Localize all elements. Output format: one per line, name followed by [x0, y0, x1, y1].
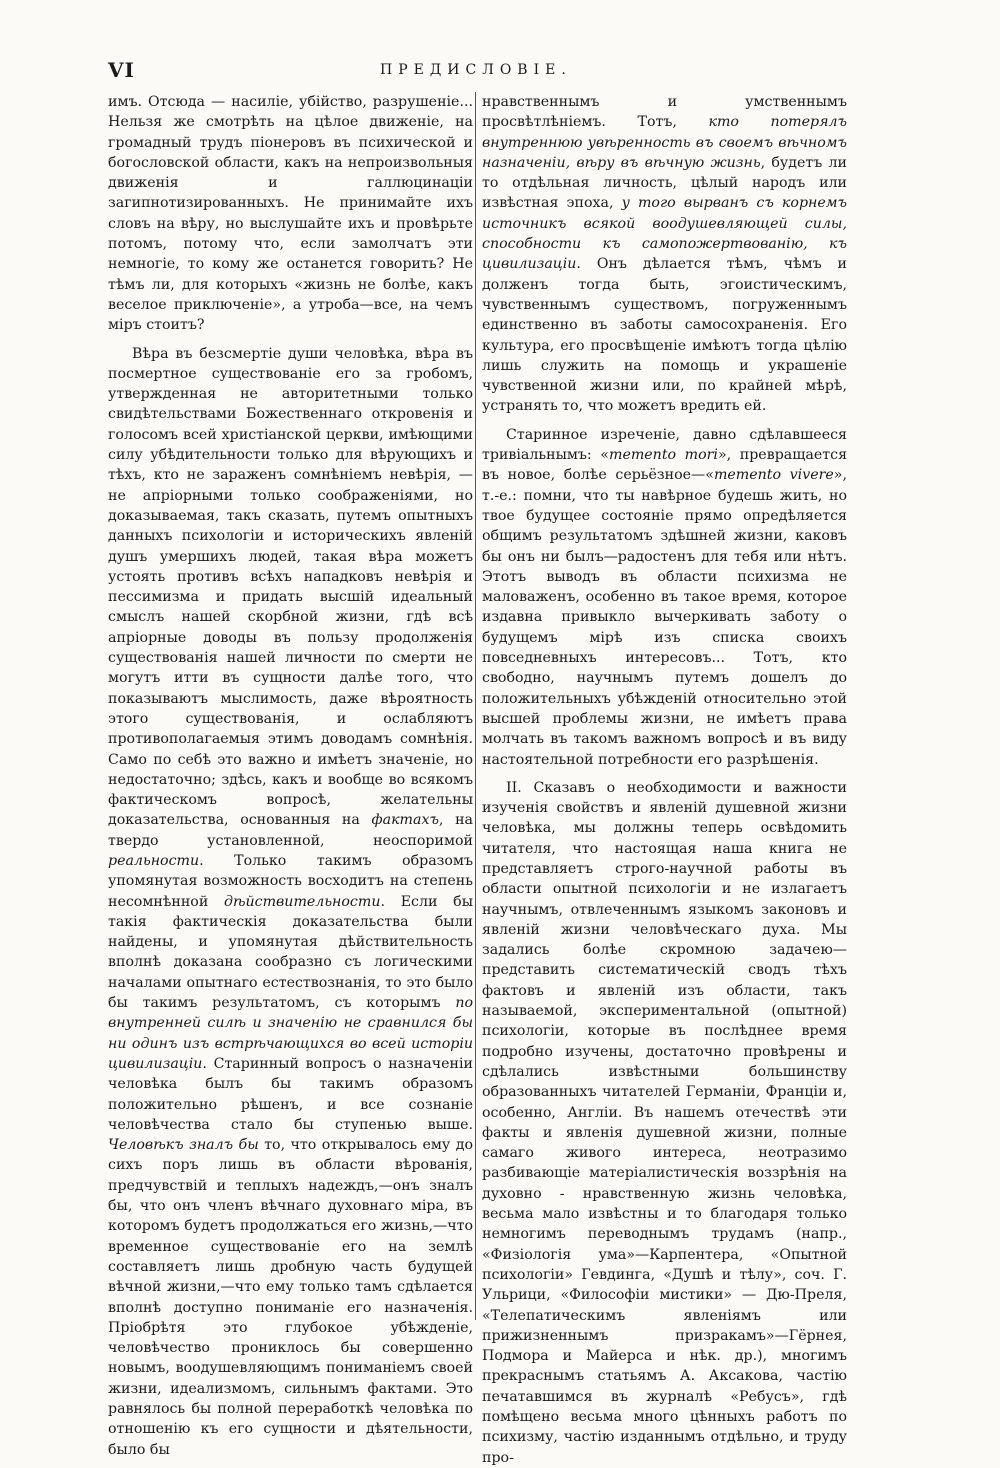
text-run: », превращается въ новое, болѣе серьёзное—«: [482, 447, 848, 484]
text-run: , будетъ ли то отдѣльная личность, цѣлый народъ или извѣстная эпоха,: [482, 154, 847, 212]
page-number: VI: [108, 58, 135, 82]
emphasis: по внутренней силѣ и значенію не сравнился бы ни одинъ изъ встрѣчающихся во всей исторіи цивилизаціи: [108, 995, 473, 1072]
emphasis: у того вырванъ съ корнемъ источникъ всякой воодушевляющей силы, способности къ самопожертвованію, къ цивилизаціи: [482, 195, 847, 273]
right-paragraph-2: [482, 425, 847, 770]
emphasis: Человѣкъ зналъ бы: [108, 1137, 259, 1154]
emphasis: memento mori: [608, 447, 718, 464]
column-divider: [475, 92, 476, 1320]
text-run: то, что открывалось ему до сихъ поръ лишь въ области вѣрованія, предчувствій и теплыхъ надеждъ,—онъ зналъ бы, что онъ членъ вѣчнаго духовнаго міра, въ которомъ будетъ продолжаться его жизнь,—что временное существованіе его на землѣ составляетъ лишь дробную часть будущей вѣчной жизни,—что ему только тамъ сдѣлается вполнѣ доступно пониманіе его назначенія. Пріобрѣтя это глубокое убѣжденіе, человѣчество прониклось бы совершенно новымъ, воодушевляющимъ пониманіемъ своей жизни, идеализмомъ, сильнымъ фактами. Это равнялось бы полной переработкѣ человѣка по отношенію къ его сущности и дѣятельности, было бы: [108, 1137, 473, 1458]
right-paragraph-1: [482, 92, 847, 417]
emphasis: memento vivere: [713, 467, 834, 484]
text-run: Старинное изреченіе, давно сдѣлавшееся тривіальнымъ: «: [482, 426, 847, 464]
emphasis: дѣйствительности: [224, 893, 381, 910]
right-paragraph-3: II. Сказавъ о необходимости и важности изученія свойствъ и явленій душевной жизни человѣка, мы должны теперь освѣдомить читателя, что настоящая наша книга не представляетъ строго-научной работы въ области опытной психологіи и не излагаетъ научнымъ, отвлеченнымъ языкомъ законовъ и явленій жизни человѣческаго духа. Мы задались болѣе скромною задачею—представить систематическій сводъ тѣхъ фактовъ и явленій изъ области, такъ называемой, экспериментальной (опытной) психологіи, которые въ послѣднее время подробно изучены, достаточно провѣрены и сдѣлались извѣстными большинству образованныхъ читателей Германіи, Франціи и, особенно, Англіи. Въ нашемъ отечествѣ эти факты и явленія душевной жизни, полные самаго живого интереса, неотразимо разбивающіе матеріалистическія воззрѣнія на духовно - нравственную жизнь человѣка, весьма мало извѣстны и то благодаря только немногимъ переводнымъ трудамъ (напр., «Физіологія ума»—Карпентера, «Опытной психологіи» Гевдинга, «Душѣ и тѣлу», соч. Г. Ульрици, «Философіи мистики» — Дю-Преля, «Телепатическимъ явленіямъ или прижизненнымъ призракамъ»—Гёрнея, Подмора и Майерса и нѣк. др.), многимъ прекраснымъ статьямъ А. Аксакова, частію печатавшимся въ журналѣ «Ребусъ», гдѣ помѣщено весьма много цѣнныхъ работъ по психизму, частію изданнымъ отдѣльно, и труду про-: [482, 779, 847, 1466]
text-run: . Онъ дѣлается тѣмъ, чѣмъ и долженъ тогда быть, эгоистическимъ, чувственнымъ существомъ, погруженнымъ единственно въ заботы самосохраненія. Его культура, его просвѣщеніе имѣютъ тогда цѣлію лишь служить на помощь и украшеніе чувственной жизни или, по крайней мѣрѣ, устранять то, что можетъ вредить ей.: [482, 256, 847, 415]
emphasis: реальности: [108, 852, 200, 869]
emphasis: кто потерялъ внутреннюю увѣренность въ своемъ вѣчномъ назначеніи, вѣру въ вѣчную жизнь: [482, 114, 847, 171]
left-paragraph-2: [108, 344, 473, 1460]
text-run: », т.-е.: помни, что ты навѣрное будешь жить, но твое будущее состояніе прямо опредѣляется общимъ результатомъ здѣшней жизни, каковъ бы онъ ни былъ—радостенъ для тебя или нѣтъ. Этотъ выводъ въ области психизма не маловаженъ, особенно въ такое время, которое издавна привыкло вычеркивать заботу о будущемъ мірѣ изъ списка своихъ повседневныхъ интересовъ... Тотъ, кто свободно, научнымъ путемъ дошелъ до положительныхъ убѣжденій относительно этой высшей проблемы жизни, не имѣетъ права молчать въ такомъ важномъ вопросѣ и въ виду настоятельной потребности его разрѣшенія.: [482, 467, 847, 768]
emphasis: фактахъ: [371, 812, 439, 829]
left-column: [108, 92, 473, 1460]
text-run: нравственнымъ и умственнымъ просвѣтлѣніемъ. Тотъ,: [482, 94, 847, 131]
text-run: . Только такимъ образомъ упомянутая возможность восходитъ на степень несомнѣнной: [108, 852, 473, 910]
text-run: , на твердо установленной, неоспоримой: [108, 812, 474, 849]
text-run: Вѣра въ безсмертіе души человѣка, вѣра въ посмертное существованіе его за гробомъ, утвержденная не авторитетными только свидѣтельствами Божественнаго откровенія и голосомъ всей христіанской церкви, имѣющими силу убѣдительности только для вѣрующихъ и тѣхъ, кто не зараженъ сомнѣніемъ невѣрія, — не апріорными только соображеніями, но доказываемая, такъ сказать, путемъ опытныхъ данныхъ психологіи и историческихъ явленій душъ умершихъ людей, такая вѣра можетъ устоять противъ всѣхъ нападковъ невѣрія и пессимизма и придать высшій идеальный смыслъ нашей скорбной жизни, гдѣ всѣ апріорные доводы въ пользу продолженія существованія нашей личности по смерти не могутъ итти въ сущности далѣе того, что показываютъ мыслимость, даже вѣроятность этого существованія, и ослабляютъ противополагаемыя этимъ доводамъ сомнѣнія. Само по себѣ это важно и имѣетъ значеніе, но недостаточно; здѣсь, какъ и вообще во всякомъ фактическомъ вопросѣ, желательны доказательства, основанныя на: [108, 345, 473, 829]
text-run: . Если бы такія фактическія доказательства были найдены, и упомянутая дѣйствительность вполнѣ доказана сообразно съ логическими началами опытнаго естествознанія, то это было бы такимъ результатомъ, съ которымъ: [108, 893, 473, 1012]
text-run: . Старинный вопросъ о назначеніи человѣка былъ бы такимъ образомъ положительно рѣшенъ, и все сознаніе человѣчества стало бы ступенью выше.: [108, 1055, 473, 1133]
left-paragraph-1: имъ. Отсюда — насиліе, убійство, разрушеніе... Нельзя же смотрѣть на цѣлое движеніе, на громадный трудъ піонеровъ въ психической и богословской области, какъ на непроизвольныя движенія и галлюцинаціи загипнотизированныхъ. Не принимайте ихъ словъ на вѣру, но выслушайте ихъ и провѣрьте потомъ, потому что, если замолчатъ эти немногіе, то кому же останется говорить? Не тѣмъ ли, для которыхъ «жизнь не болѣе, какъ веселое приключеніе», а утроба—все, на чемъ міръ стоитъ?: [108, 94, 473, 334]
running-title: ПРЕДИСЛОВІЕ.: [380, 62, 572, 78]
right-column: [482, 92, 847, 1468]
